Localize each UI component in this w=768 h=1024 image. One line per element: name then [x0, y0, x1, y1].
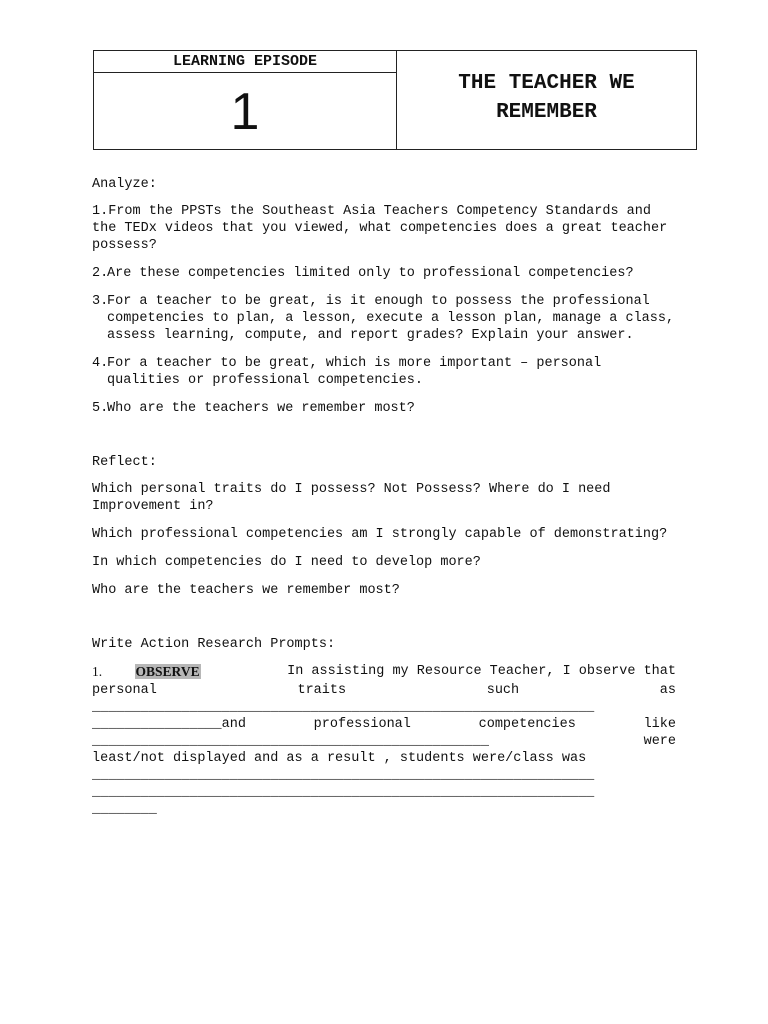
answer-blank[interactable]: ________ [92, 802, 157, 817]
episode-cell [94, 51, 397, 149]
answer-blank[interactable]: _________________________________________________ [92, 734, 489, 749]
observe-line-5: _________________________________________________ were [92, 734, 676, 749]
reflect-question-3: In which competencies do I need to develop more? [92, 555, 481, 570]
analyze-label: Analyze: [92, 177, 157, 192]
reflect-label: Reflect: [92, 455, 157, 470]
episode-title [397, 51, 696, 149]
reflect-question-2: Which professional competencies am I strongly capable of demonstrating? [92, 527, 668, 542]
analyze-question: 4. For a teacher to be great, which is more important – personal qualities or professional competencies. [92, 356, 602, 388]
observe-tag: OBSERVE [135, 664, 200, 679]
observe-line-2: personal traits such as [92, 683, 676, 698]
analyze-question-1: 1.From the PPSTs the Southeast Asia Teachers Competency Standards and the TEDx videos that you viewed, what competencies does a great teacher possess? [92, 204, 668, 253]
answer-blank[interactable]: ______________________________________________________________ [92, 700, 595, 715]
analyze-question: 2. Are these competencies limited only to professional competencies? [92, 266, 634, 281]
episode-header-table [93, 50, 697, 150]
episode-label: LEARNING EPISODE [94, 51, 396, 73]
answer-blank[interactable]: ______________________________________________________________ [92, 768, 595, 783]
title-line-2: REMEMBER [496, 101, 597, 124]
analyze-question-list [92, 265, 676, 417]
observe-line-6: least/not displayed and as a result , students were/class was [92, 751, 587, 766]
title-line-1: THE TEACHER WE [458, 72, 635, 95]
answer-blank[interactable]: ________________ [92, 717, 222, 732]
episode-number: 1 [230, 83, 260, 141]
observe-line-4: ________________and professional competencies like [92, 717, 676, 732]
analyze-question: 3. For a teacher to be great, is it enough to possess the professional competencies to plan, a lesson, execute a lesson plan, manage a class, assess learning, compute, and report grades? Explain your answer. [92, 294, 675, 343]
answer-blank[interactable]: ______________________________________________________________ [92, 785, 595, 800]
reflect-question-1: Which personal traits do I possess? Not Possess? Where do I need Improvement in? [92, 482, 611, 514]
action-research-label: Write Action Research Prompts: [92, 637, 336, 652]
observe-prompt [92, 663, 676, 818]
observe-line-1: 1. OBSERVE In assisting my Resource Teacher, I observe that [92, 664, 676, 679]
worksheet-body [92, 176, 676, 818]
analyze-question: 5. Who are the teachers we remember most? [92, 401, 415, 416]
reflect-question-4: Who are the teachers we remember most? [92, 583, 400, 598]
